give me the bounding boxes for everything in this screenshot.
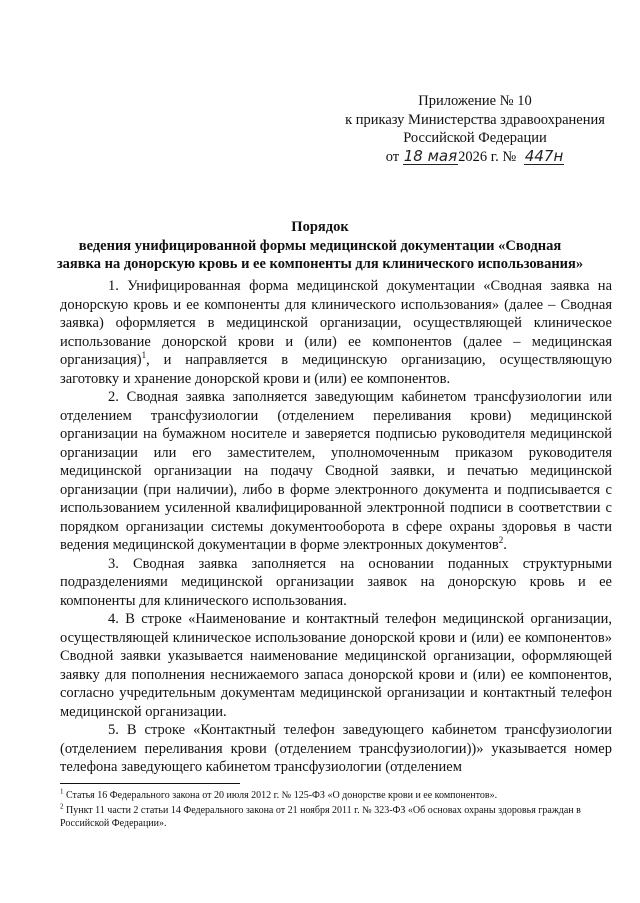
date-prefix: от xyxy=(385,148,400,165)
paragraph-1 xyxy=(60,277,612,388)
paragraph-1-text-b: , и направляется в медицинскую организацию, осуществляющую заготовку и хранение донорской крови и (или) ее компонентов. xyxy=(60,352,612,387)
handwritten-date: 18 мая xyxy=(403,146,458,165)
footnote-ref-1: 1 xyxy=(141,350,147,361)
footnote-1-mark: 1 xyxy=(60,787,64,796)
title-line-1: Порядок xyxy=(291,219,349,235)
footnote-2-mark: 2 xyxy=(60,802,64,811)
year-text: 2026 г. № xyxy=(458,148,517,165)
paragraph-4: 4. В строке «Наименование и контактный телефон медицинской организации, осуществляющей клиническое использование донорской крови и (или) ее компонентов» Сводной заявки указывается наименование медицинской организации, оформляющей заявку для пополнения неснижаемого запаса донорской крови и (или) ее компонентов, согласно учредительным документам медицинской организации и контактный телефон медицинской организации. xyxy=(60,611,612,720)
footnote-ref-2: 2 xyxy=(498,535,504,546)
paragraph-3: 3. Сводная заявка заполняется на основании поданных структурными подразделениями медицинской организации заявок на донорскую кровь и ее компоненты для клинического использования. xyxy=(60,555,612,609)
footnote-2-text: Пункт 11 части 2 статьи 14 Федерального закона от 21 ноября 2011 г. № 323-ФЗ «Об основах охраны здоровья граждан в Российской Федерации». xyxy=(60,805,581,829)
footnotes xyxy=(60,789,612,832)
footnote-2 xyxy=(60,804,612,830)
footnote-separator xyxy=(60,783,240,784)
paragraph-2-text-a: 2. Сводная заявка заполняется заведующим кабинетом трансфузиологии или отделением трансфузиологии (отделением переливания крови) медицинской организации на бумажном носителе и заверяется подписью руководителя медицинской организации или его заместителем, уполномоченным приказом руководителя медицинской организации на подачу Сводной заявки, и печатью медицинской организации (при наличии), либо в форме электронного документа и подписывается с использованием усиленной квалифицированной электронной подписи в соответствии с порядком организации системы документооборота в сфере охраны здоровья в части ведения медицинской документации в форме электронных документов xyxy=(60,389,612,553)
footnote-1 xyxy=(60,789,612,802)
appendix-line-1: Приложение № 10 xyxy=(418,93,532,109)
paragraph-2 xyxy=(60,388,612,555)
paragraph-1-text-a: 1. Унифицированная форма медицинской документации «Сводная заявка на донорскую кровь и ее компоненты для клинического использования» (далее – Сводная заявка) оформляется в медицинской организации, осуществляющей клиническое использование донорской крови и (или) ее компонентов (далее – медицинская организация) xyxy=(60,278,612,368)
appendix-line-3: Российской Федерации xyxy=(403,130,547,146)
footnote-1-text: Статья 16 Федерального закона от 20 июля 2012 г. № 125-ФЗ «О донорстве крови и ее компонентов». xyxy=(63,790,498,801)
document-body xyxy=(60,277,612,777)
paragraph-5: 5. В строке «Контактный телефон заведующего кабинетом трансфузиологии (отделением переливания крови (отделением трансфузиологии))» указывается номер телефона заведующего кабинетом трансфузиологии (отделением xyxy=(60,722,612,775)
appendix-date-line xyxy=(330,148,620,167)
appendix-header xyxy=(330,92,620,166)
document-title xyxy=(30,218,610,274)
title-line-2: ведения унифицированной формы медицинской документации «Сводная xyxy=(78,237,562,254)
appendix-line-2: к приказу Министерства здравоохранения xyxy=(345,111,605,128)
title-line-3: заявка на донорскую кровь и ее компоненты для клинического использования» xyxy=(56,256,584,272)
handwritten-order-number: 447н xyxy=(524,146,564,165)
paragraph-2-text-b: . xyxy=(503,537,507,553)
